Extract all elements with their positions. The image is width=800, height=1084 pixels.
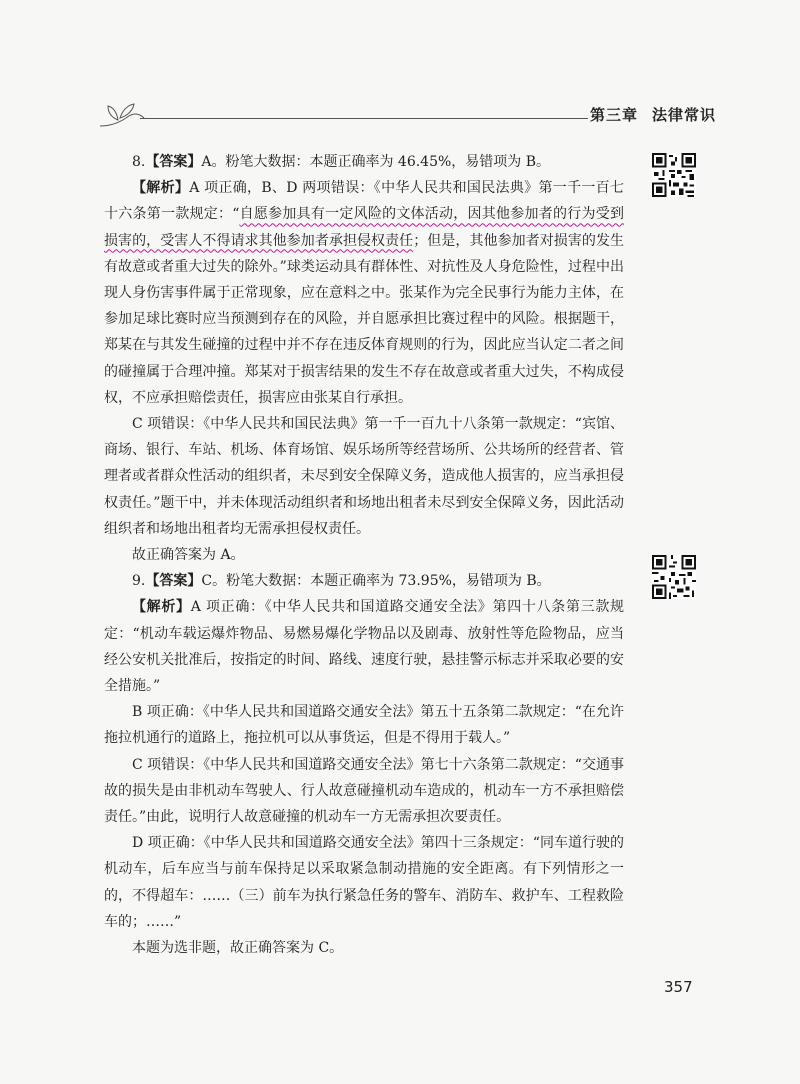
q9-option-c-paragraph: C 项错误：《中华人民共和国道路交通安全法》第七十六条第二款规定：“交通事故的损失是由非机动车驾驶人、行人故意碰撞机动车造成的，机动车一方不承担赔偿责任。”由此，说明行人故意碰撞的机动车一方无需承担次要责任。 xyxy=(104,756,624,826)
q9-analysis-tag: 【解析】 xyxy=(132,599,191,616)
qr-code-icon[interactable] xyxy=(652,153,696,197)
q8-conclusion: 故正确答案为 A。 xyxy=(132,547,245,564)
q8-analysis-tag: 【解析】 xyxy=(132,180,190,197)
q9-number: 9. xyxy=(132,573,146,590)
q8-analysis-paragraph xyxy=(104,175,624,411)
q9-conclusion: 本题为选非题，故正确答案为 C。 xyxy=(132,940,344,957)
page-number: 357 xyxy=(664,978,693,996)
q8-answer-line xyxy=(104,149,624,175)
q9-option-d-paragraph: D 项正确：《中华人民共和国道路交通安全法》第四十三条规定：“同车道行驶的机动车，后车应当与前车保持足以采取紧急制动措施的安全距离。有下列情形之一的，不得超车：……（三）前车为执行紧急任务的警车、消防车、救护车、工程救险车的；……” xyxy=(104,835,624,930)
chapter-label: 第三章 xyxy=(590,106,639,124)
header-rule xyxy=(140,118,588,119)
q9-option-b-paragraph: B 项正确：《中华人民共和国道路交通安全法》第五十五条第二款规定：“在允许拖拉机通行的道路上，拖拉机可以从事货运，但是不得用于载人。” xyxy=(104,704,624,747)
q9-answer-line xyxy=(104,568,624,594)
q8-highlighted-clause: 自愿参加具有一定风险的文体活动，因其他参加者的行为受到损害的，受害人不得请求其他参加者承担侵权责任 xyxy=(104,206,624,249)
qr-code-icon[interactable] xyxy=(652,555,696,599)
chapter-title: 法律常识 xyxy=(652,106,717,124)
q9-answer-tag: 【答案】 xyxy=(145,573,202,590)
q8-answer-text: A。粉笔大数据：本题正确率为 46.45%，易错项为 B。 xyxy=(201,154,551,170)
q8-analysis-start: A 项正确，B、D 两项错误：《中华人民共和国民法典》第一千一百七十六条第一款规定：“ xyxy=(104,180,624,223)
q8-answer-tag: 【答案】 xyxy=(145,154,202,170)
sprig-ornament-icon xyxy=(96,96,146,130)
answer-content xyxy=(104,149,624,961)
q8-analysis-rest: ；但是，其他参加者对损害的发生有故意或者重大过失的除外。”球类运动具有群体性、对抗性及人身危险性，过程中出现人身伤害事件属于正常现象，应在意料之中。张某作为完全民事行为能力主体，在参加足球比赛时应当预测到存在的风险，并自愿承担比赛过程中的风险。根据题干，郑某在与其发生碰撞的过程中并不存在违反体育规则的行为，因此应当认定二者之间的碰撞属于合理冲撞。郑某对于损害结果的发生不存在故意或者重大过失，不构成侵权，不应承担赔偿责任，损害应由张某自行承担。 xyxy=(104,232,625,406)
q9-analysis-paragraph xyxy=(104,594,624,699)
q9-answer-text: C。粉笔大数据：本题正确率为 73.95%，易错项为 B。 xyxy=(201,573,551,590)
chapter-heading xyxy=(590,104,730,125)
q9-option-a-text: A 项正确：《中华人民共和国道路交通安全法》第四十八条第三款规定：“机动车载运爆炸物品、易燃易爆化学物品以及剧毒、放射性等危险物品，应当经公安机关批准后，按指定的时间、路线、速度行驶，悬挂警示标志并采取必要的安全措施。” xyxy=(104,599,625,695)
q8-option-c-paragraph: C 项错误：《中华人民共和国民法典》第一千一百九十八条第一款规定：“宾馆、商场、银行、车站、机场、体育场馆、娱乐场所等经营场所、公共场所的经营者、管理者或者群众性活动的组织者，未尽到安全保障义务，造成他人损害的，应当承担侵权责任。”题干中，并未体现活动组织者和场地出租者未尽到安全保障义务，因此活动组织者和场地出租者均无需承担侵权责任。 xyxy=(104,416,624,537)
q8-number: 8. xyxy=(132,154,146,170)
